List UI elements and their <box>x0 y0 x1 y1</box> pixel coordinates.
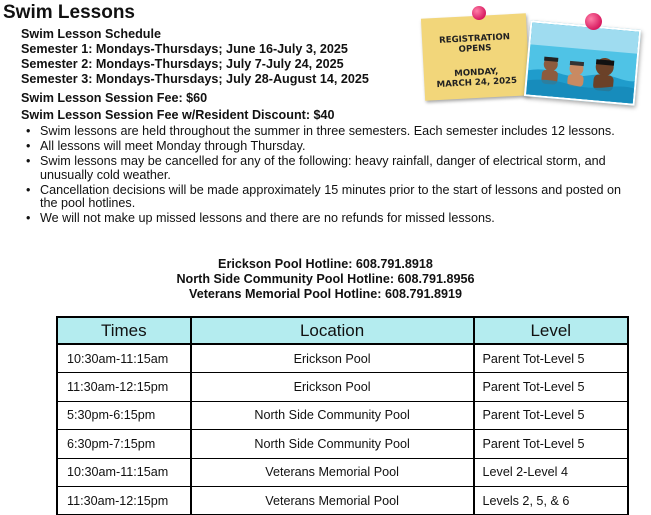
cell-level: Parent Tot-Level 5 <box>474 373 628 402</box>
cell-times: 11:30am-12:15pm <box>57 487 191 515</box>
veterans-hotline: Veterans Memorial Pool Hotline: 608.791.8919 <box>189 287 462 301</box>
list-item: • Cancellation decisions will be made approximately 15 minutes prior to the start of lessons and posted on the pool hotlines. <box>26 184 632 211</box>
lesson-schedule-table <box>56 316 629 515</box>
semester-1: Semester 1: Mondays-Thursdays; June 16-July 3, 2025 <box>21 42 348 56</box>
note-line-opens: OPENS <box>458 43 492 55</box>
cell-location: Veterans Memorial Pool <box>191 487 474 515</box>
table-row <box>57 401 628 430</box>
note-line-date: MARCH 24, 2025 <box>436 75 518 91</box>
resident-fee: Swim Lesson Session Fee w/Resident Discount: $40 <box>21 108 335 122</box>
cell-times: 5:30pm-6:15pm <box>57 401 191 430</box>
header-location: Location <box>191 317 474 344</box>
semester-3: Semester 3: Mondays-Thursdays; July 28-August 14, 2025 <box>21 72 369 86</box>
table-row <box>57 458 628 487</box>
table-row <box>57 430 628 459</box>
schedule-block <box>21 27 369 87</box>
list-item: • Swim lessons are held throughout the summer in three semesters. Each semester includes 12 lessons. <box>26 125 632 139</box>
cell-level: Level 2-Level 4 <box>474 458 628 487</box>
erickson-hotline: Erickson Pool Hotline: 608.791.8918 <box>218 257 433 271</box>
table-row <box>57 373 628 402</box>
registration-sticky-note <box>421 13 530 100</box>
list-item: • We will not make up missed lessons and there are no refunds for missed lessons. <box>26 212 632 226</box>
table-row <box>57 487 628 515</box>
cell-times: 10:30am-11:15am <box>57 458 191 487</box>
list-item: • All lessons will meet Monday through Thursday. <box>26 140 632 154</box>
cell-level: Levels 2, 5, & 6 <box>474 487 628 515</box>
cell-location: North Side Community Pool <box>191 401 474 430</box>
cell-times: 6:30pm-7:15pm <box>57 430 191 459</box>
pushpin-icon <box>472 6 486 20</box>
semester-2: Semester 2: Mondays-Thursdays; July 7-July 24, 2025 <box>21 57 344 71</box>
cell-location: Erickson Pool <box>191 344 474 373</box>
list-item: • Swim lessons may be cancelled for any of the following: heavy rainfall, danger of electrical storm, and unusually cold weather. <box>26 155 632 182</box>
page-title: Swim Lessons <box>3 2 135 23</box>
cell-level: Parent Tot-Level 5 <box>474 401 628 430</box>
note-line-day: MONDAY, <box>454 66 499 80</box>
header-level: Level <box>474 317 628 344</box>
cell-level: Parent Tot-Level 5 <box>474 430 628 459</box>
cell-location: North Side Community Pool <box>191 430 474 459</box>
schedule-heading: Swim Lesson Schedule <box>21 27 161 41</box>
children-swimming-photo <box>524 20 641 105</box>
table-header-row <box>57 317 628 344</box>
north-side-hotline: North Side Community Pool Hotline: 608.791.8956 <box>176 272 475 286</box>
cell-times: 11:30am-12:15pm <box>57 373 191 402</box>
cell-location: Erickson Pool <box>191 373 474 402</box>
pushpin-icon <box>585 13 602 30</box>
session-fee: Swim Lesson Session Fee: $60 <box>21 91 208 105</box>
header-times: Times <box>57 317 191 344</box>
cell-level: Parent Tot-Level 5 <box>474 344 628 373</box>
cell-times: 10:30am-11:15am <box>57 344 191 373</box>
table-row <box>57 344 628 373</box>
info-list <box>26 125 632 227</box>
cell-location: Veterans Memorial Pool <box>191 458 474 487</box>
pool-photo-icon <box>526 22 641 105</box>
note-line-registration: REGISTRATION <box>438 32 511 46</box>
